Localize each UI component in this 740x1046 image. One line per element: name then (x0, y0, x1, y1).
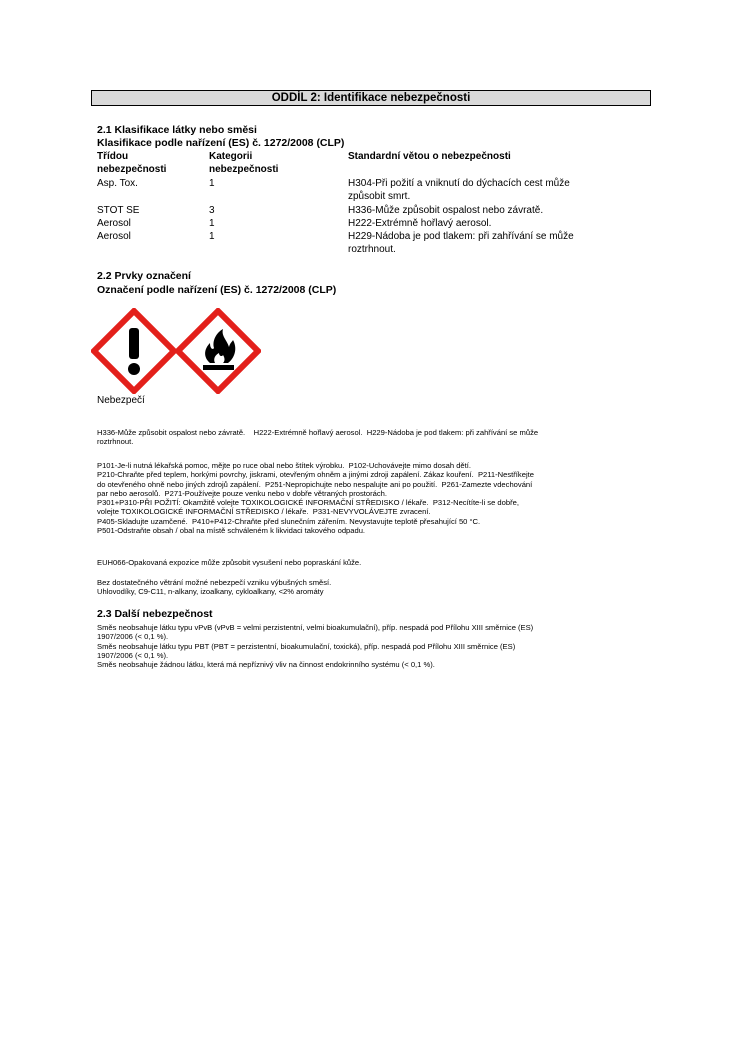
header-class-line-2: nebezpečnosti (97, 164, 167, 175)
hazard-line: H336-Může způsobit ospalost nebo závratě. H222-Extrémně hořlavý aerosol. H229-Nádoba je pod tlakem: při zahřívání se může (97, 428, 539, 437)
supplemental-info (97, 578, 642, 597)
section-2-2-subheading: Označení podle nařízení (ES) č. 1272/2008 (CLP) (97, 284, 337, 296)
row-class: Asp. Tox. (97, 178, 138, 189)
row-statement: H336-Může způsobit ospalost nebo závratě. (348, 205, 544, 216)
table-header-statement: Standardní větou o nebezpečnosti (348, 151, 511, 162)
header-category-line-1: Kategorii (209, 151, 253, 162)
precaution-line: P301+P310-PŘI POŽITÍ: Okamžitě volejte TOXIKOLOGICKÉ INFORMAČNÍ STŘEDISKO / lékaře. P312-Necítíte-li se dobře, (97, 498, 519, 508)
other-hazard-line: Směs neobsahuje látku typu PBT (PBT = perzistentní, bioakumulační, toxická), příp. nespadá pod Přílohu XIII směrnice (ES) (97, 641, 516, 651)
other-hazard-line: 1907/2006 (< 0,1 %). (97, 650, 169, 660)
statement-line: H304-Při požití a vniknutí do dýchacích cest může (348, 178, 570, 189)
row-category: 1 (209, 218, 215, 229)
euh-statement: EUH066-Opakovaná expozice může způsobit vysušení nebo popraskání kůže. (97, 558, 362, 567)
hazard-line: roztrhnout. (97, 437, 134, 447)
statement-line: způsobit smrt. (348, 191, 411, 202)
precaution-line: do otevřeného ohně nebo jiných zdrojů zapálení. P251-Nepropichujte nebo nespalujte ani po použití. P261-Zamezte vdechování (97, 479, 533, 489)
section-2-2-heading: 2.2 Prvky označení (97, 270, 191, 282)
precaution-line: P101-Je-li nutná lékařská pomoc, mějte po ruce obal nebo štítek výrobku. P102-Uchovávejte mimo dosah dětí. (97, 461, 471, 470)
row-class: Aerosol (97, 218, 131, 229)
other-hazard-line: Směs neobsahuje žádnou látku, která má nepříznivý vliv na činnost endokrinního systému (< 0,1 %). (97, 660, 435, 670)
precautionary-statements (97, 461, 642, 535)
ghs-pictograms (91, 308, 261, 394)
statement-line: roztrhnout. (348, 244, 396, 255)
header-category-line-2: nebezpečnosti (209, 164, 279, 175)
statement-line: H229-Nádoba je pod tlakem: při zahřívání se může (348, 231, 574, 242)
exclamation-mark-icon (91, 308, 177, 394)
section-title-bar (91, 90, 651, 106)
table-header-category (209, 151, 278, 176)
section-2-1-heading: 2.1 Klasifikace látky nebo směsi (97, 124, 257, 136)
row-statement (348, 231, 574, 256)
precaution-line: par nebo aerosolů. P271-Používejte pouze venku nebo v dobře větraných prostorách. (97, 488, 388, 498)
section-2-1-subheading: Klasifikace podle nařízení (ES) č. 1272/2008 (CLP) (97, 137, 345, 149)
signal-word: Nebezpečí (97, 395, 145, 406)
table-header-class (97, 151, 166, 176)
supplemental-line: Uhlovodíky, C9-C11, n-alkany, izoalkany, cykloalkany, <2% aromáty (97, 587, 324, 597)
hazard-statements (97, 428, 642, 447)
section-2-3-heading: 2.3 Další nebezpečnost (97, 608, 213, 620)
header-class-line-1: Třídou (97, 151, 129, 162)
section-title: ODDÍL 2: Identifikace nebezpečnosti (271, 92, 471, 104)
row-category: 1 (209, 178, 215, 189)
other-hazards (97, 623, 642, 669)
other-hazard-line: 1907/2006 (< 0,1 %). (97, 632, 169, 642)
other-hazard-line: Směs neobsahuje látku typu vPvB (vPvB = velmi perzistentní, velmi bioakumulační), příp. nespadá pod Přílohu XIII směrnice (ES) (97, 623, 534, 632)
precaution-line: P501-Odstraňte obsah / obal na místě schváleném k likvidaci takového odpadu. (97, 526, 366, 536)
flame-icon (175, 308, 261, 394)
row-class: Aerosol (97, 231, 131, 242)
row-statement: H222-Extrémně hořlavý aerosol. (348, 218, 492, 229)
precaution-line: P210-Chraňte před teplem, horkými povrchy, jiskrami, otevřeným ohněm a jinými zdroji zapálení. Zákaz kouření. P211-Nestříkejte (97, 470, 534, 480)
row-category: 1 (209, 231, 215, 242)
supplemental-line: Bez dostatečného větrání možné nebezpečí vzniku výbušných směsí. (97, 578, 332, 587)
precaution-line: P405-Skladujte uzamčené. P410+P412-Chraňte před slunečním zářením. Nevystavujte teplotě přesahující 50 °C. (97, 516, 481, 526)
row-class: STOT SE (97, 205, 140, 216)
row-statement (348, 178, 570, 203)
precaution-line: volejte TOXIKOLOGICKÉ INFORMAČNÍ STŘEDISKO / lékaře. P331-NEVYVOLÁVEJTE zvracení. (97, 507, 431, 517)
row-category: 3 (209, 205, 215, 216)
